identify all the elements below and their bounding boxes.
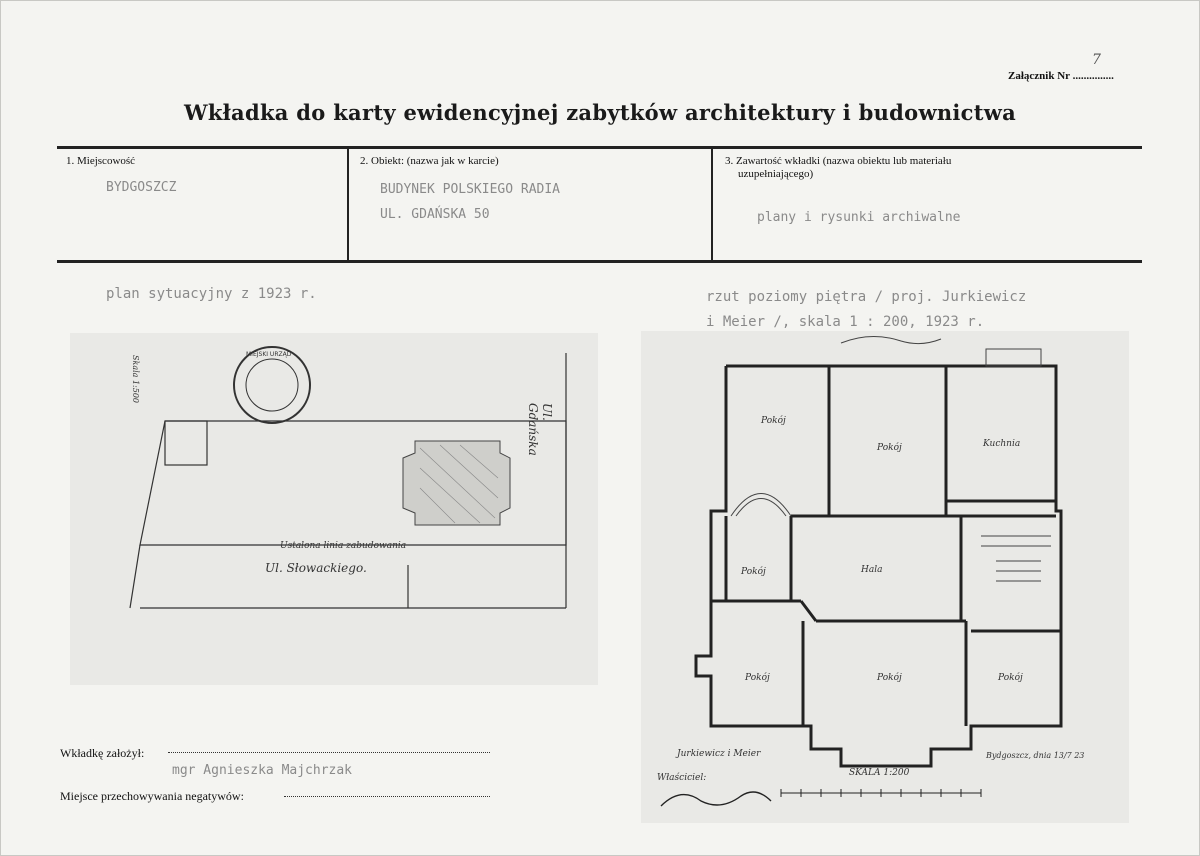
signature	[661, 792, 771, 806]
kitchen-label: Kuchnia	[983, 439, 1021, 449]
founder-value: mgr Agnieszka Majchrzak	[172, 763, 353, 778]
right-caption-line1: rzut poziomy piętra / proj. Jurkiewicz	[706, 289, 1027, 305]
contents-label-line1: 3. Zawartość wkładki (nazwa obiektu lub materiału	[725, 155, 952, 167]
object-value-line1: BUDYNEK POLSKIEGO RADIA	[380, 182, 561, 197]
left-caption: plan sytuacyjny z 1923 r.	[106, 286, 317, 302]
street-side-label: Ul. Gdańska	[526, 403, 554, 456]
scale-bar	[641, 331, 1129, 823]
site-plan-image	[70, 333, 598, 685]
room-label: Pokój	[745, 673, 770, 683]
hall-label: Hala	[861, 565, 883, 575]
attachment-label: Załącznik Nr ...............	[1008, 70, 1114, 82]
contents-value: plany i rysunki archiwalne	[757, 210, 961, 225]
site-plan-drawing	[70, 333, 598, 685]
storage-label: Miejsce przechowywania negatywów:	[60, 789, 244, 803]
founder-dotted-line	[168, 752, 490, 753]
scale-note: Skala 1:500	[131, 355, 140, 404]
building-footprint	[403, 441, 510, 525]
page-number: 7	[1092, 52, 1101, 68]
storage-dotted-line	[284, 796, 490, 797]
right-caption-line2: i Meier /, skala 1 : 200, 1923 r.	[706, 314, 985, 330]
room-label: Pokój	[741, 567, 766, 577]
table-divider-1	[347, 149, 349, 260]
owner-label: Właściciel:	[657, 773, 707, 783]
object-label: 2. Obiekt: (nazwa jak w karcie)	[360, 155, 499, 167]
stamp-inner	[246, 359, 298, 411]
locality-value: BYDGOSZCZ	[106, 180, 177, 195]
city-date: Bydgoszcz, dnia 13/7 23	[986, 751, 1085, 760]
contents-label-line2: uzupełniającego)	[738, 168, 814, 180]
building-line-label: Ustalona linia zabudowania	[280, 541, 407, 551]
document-title: Wkładka do karty ewidencyjnej zabytków architektury i budownictwa	[183, 100, 1017, 125]
room-label: Pokój	[877, 443, 902, 453]
room-label: Pokój	[761, 416, 786, 426]
room-label: Pokój	[998, 673, 1023, 683]
locality-label: 1. Miejscowość	[66, 155, 136, 167]
outbuilding	[165, 421, 207, 465]
street-main-label: Ul. Słowackiego.	[265, 561, 367, 575]
scale-label: SKALA 1:200	[849, 768, 910, 778]
founder-label: Wkładkę założył:	[60, 746, 145, 760]
stamp-text: MIEJSKI URZĄD	[246, 351, 292, 358]
table-top-rule	[57, 146, 1142, 149]
object-value-line2: UL. GDAŃSKA 50	[380, 207, 490, 222]
table-divider-2	[711, 149, 713, 260]
architects-label: Jurkiewicz i Meier	[677, 749, 761, 759]
room-label: Pokój	[877, 673, 902, 683]
floor-plan-image	[641, 331, 1129, 823]
stamp-outer	[234, 347, 310, 423]
table-bottom-rule	[57, 260, 1142, 263]
